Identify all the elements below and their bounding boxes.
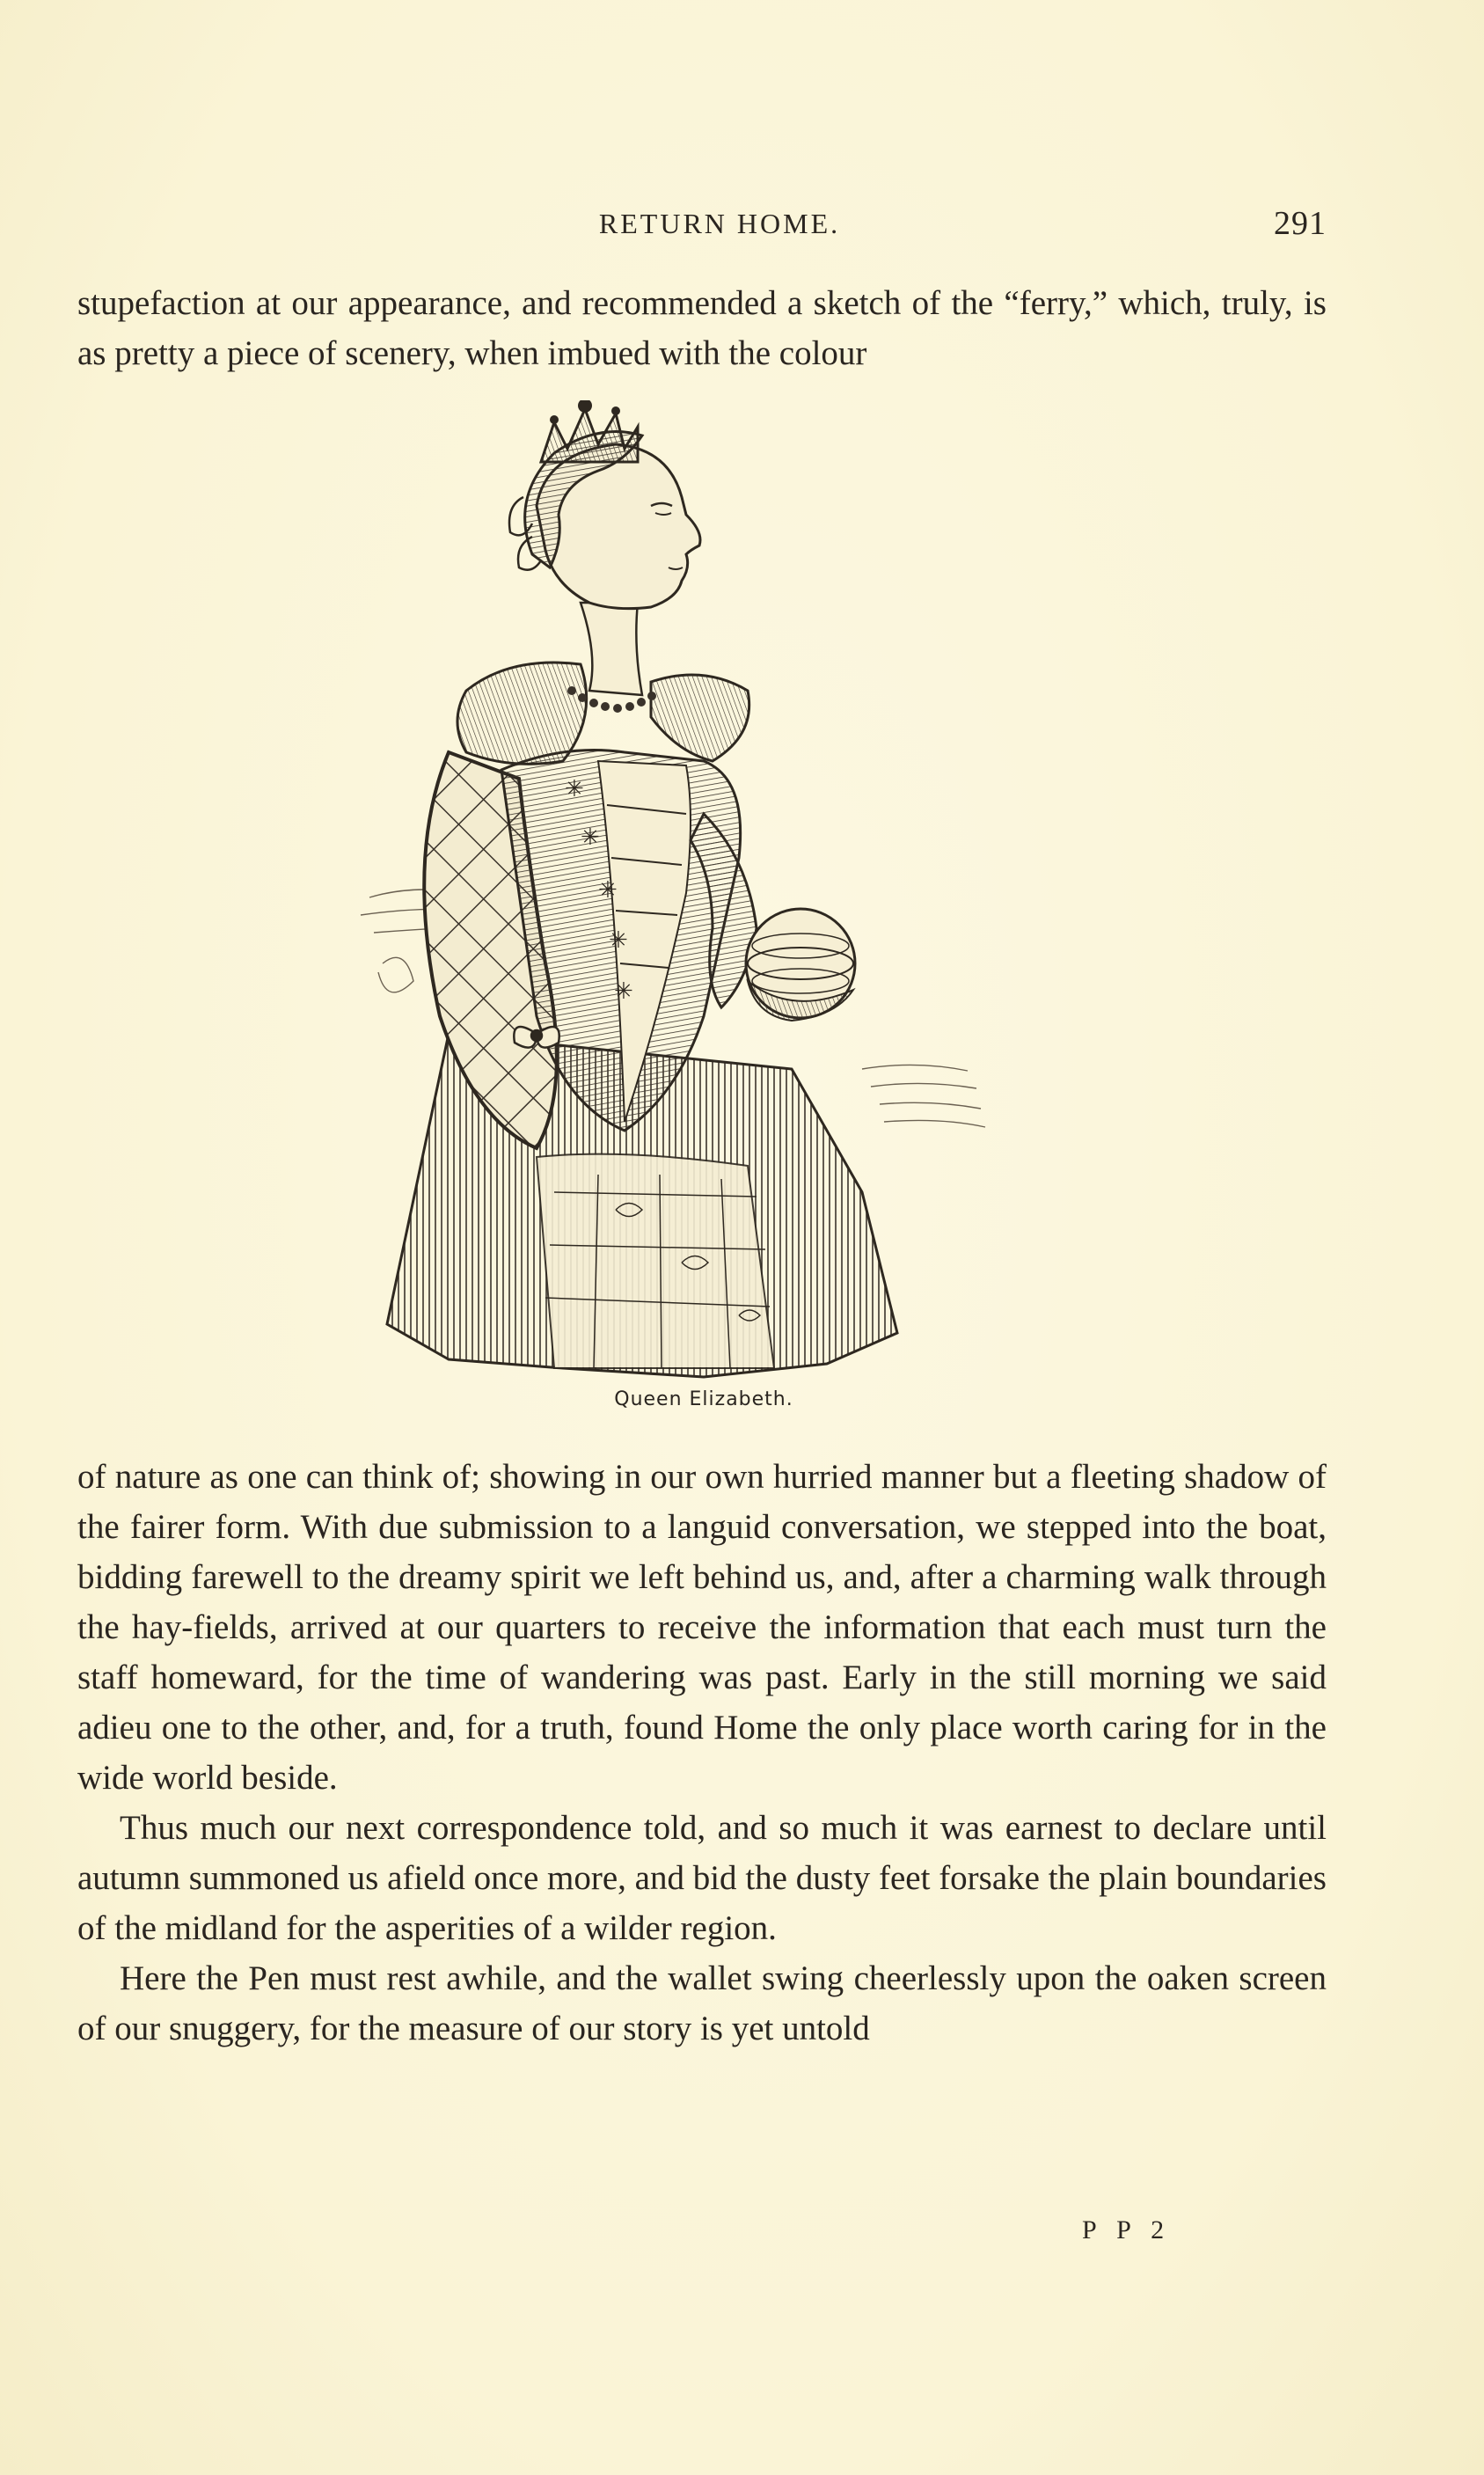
text-block-top xyxy=(77,278,1327,378)
paragraph-continued: stupefaction at our appearance, and recommended a sketch of the “ferry,” which, truly, is as pretty a piece of scenery, when imbued with the colour xyxy=(77,284,1327,372)
ruff-collar xyxy=(457,663,587,764)
queen-elizabeth-engraving xyxy=(334,400,1003,1381)
engraving-figure xyxy=(334,400,1003,1381)
orb xyxy=(746,909,855,1021)
svg-text:✳: ✳ xyxy=(581,824,600,851)
svg-text:✳: ✳ xyxy=(598,877,618,904)
running-head xyxy=(77,205,1327,246)
paragraph-1: of nature as one can think of; showing in our own hurried manner but a fleeting shadow of the fairer form. With due submission to a languid conversation, we stepped into the boat, bidding farewell to the dreamy spirit we left behind us, and, after a charming walk through the hay-fields, arrived at our quarters to receive the information that each must turn the staff homeward, for the time of wandering was past. Early in the still morning we said adieu one to the other, and, for a truth, found Home the only place worth caring for in the wide world beside. xyxy=(77,1458,1327,1797)
signature-mark: P P 2 xyxy=(1082,2215,1172,2244)
svg-text:✳: ✳ xyxy=(609,927,628,954)
figure-caption: Queen Elizabeth. xyxy=(614,1388,793,1410)
svg-text:✳: ✳ xyxy=(565,776,584,802)
running-title: RETURN HOME. xyxy=(598,208,841,239)
paragraph-3: Here the Pen must rest awhile, and the wallet swing cheerlessly upon the oaken screen of our snuggery, for the measure of our story is yet untold xyxy=(77,1959,1327,2047)
text-block-bottom xyxy=(77,1452,1327,2054)
page-number: 291 xyxy=(1274,205,1327,242)
svg-text:✳: ✳ xyxy=(614,978,633,1005)
paragraph-2: Thus much our next correspondence told, and so much it was earnest to declare until autumn summoned us afield once more, and bid the dusty feet forsake the plain boundaries of the midland for the asperities of a wilder region. xyxy=(77,1809,1327,1947)
